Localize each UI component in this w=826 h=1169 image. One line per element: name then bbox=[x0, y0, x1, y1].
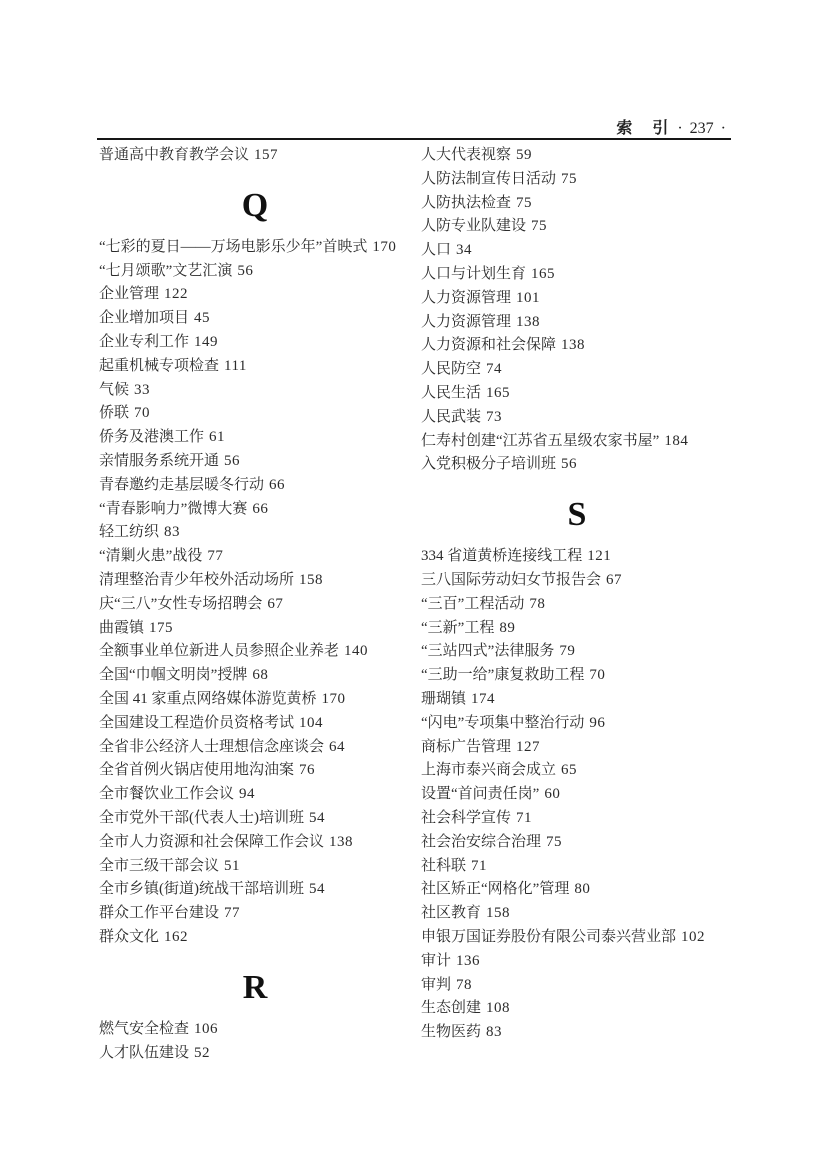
entry-term: 全国建设工程造价员资格考试 bbox=[99, 714, 295, 731]
entry-page-number: 89 bbox=[499, 619, 516, 636]
entry-page-number: 73 bbox=[486, 408, 503, 425]
entry-page-number: 54 bbox=[309, 881, 325, 898]
entry-term: 生物医药 bbox=[421, 1024, 482, 1041]
entry-term: 人力资源管理 bbox=[421, 313, 512, 330]
entry-page-number: 158 bbox=[486, 905, 511, 922]
index-entry bbox=[99, 759, 411, 783]
entry-page-number: 78 bbox=[456, 976, 473, 993]
entry-page-number: 158 bbox=[299, 571, 324, 588]
index-entry bbox=[99, 1042, 411, 1066]
entry-page-number: 138 bbox=[516, 313, 541, 330]
entry-term: 轻工纺织 bbox=[99, 524, 160, 541]
entry-page-number: 79 bbox=[559, 643, 576, 660]
entry-term: 设置“首问责任岗” bbox=[421, 786, 540, 803]
entry-page-number: 59 bbox=[516, 147, 533, 163]
index-entry bbox=[421, 311, 733, 335]
entry-term: 全额事业单位新进人员参照企业养老 bbox=[99, 643, 340, 660]
entry-term: 群众工作平台建设 bbox=[99, 905, 220, 922]
entry-page-number: 94 bbox=[239, 786, 256, 803]
entry-page-number: 70 bbox=[589, 667, 606, 684]
entry-term: “七彩的夏日——万场电影乐少年”首映式 bbox=[99, 238, 368, 255]
entry-page-number: 56 bbox=[237, 262, 254, 279]
entry-term: “青春影响力”微博大赛 bbox=[99, 500, 248, 517]
index-entry bbox=[421, 192, 733, 216]
index-entry bbox=[421, 736, 733, 760]
entry-page-number: 67 bbox=[267, 595, 284, 612]
index-entry bbox=[421, 664, 733, 688]
entry-page-number: 64 bbox=[329, 738, 346, 755]
index-entry bbox=[421, 358, 733, 382]
entry-page-number: 170 bbox=[321, 690, 346, 707]
index-entry bbox=[99, 902, 411, 926]
entry-page-number: 170 bbox=[372, 238, 397, 255]
entry-term: 仁寿村创建“江苏省五星级农家书屋” bbox=[421, 432, 660, 449]
entry-page-number: 75 bbox=[531, 218, 548, 235]
index-entry bbox=[99, 736, 411, 760]
entry-term: 清理整治青少年校外活动场所 bbox=[99, 571, 295, 588]
index-entry bbox=[99, 521, 411, 545]
index-entry bbox=[421, 974, 733, 998]
entry-page-number: 34 bbox=[456, 242, 473, 259]
entry-term: 入党积极分子培训班 bbox=[421, 456, 557, 473]
entry-page-number: 138 bbox=[329, 833, 354, 850]
entry-page-number: 75 bbox=[546, 833, 563, 850]
index-entry bbox=[99, 831, 411, 855]
entry-term: 人力资源管理 bbox=[421, 289, 512, 306]
index-entry bbox=[99, 712, 411, 736]
index-entry bbox=[421, 430, 733, 454]
entry-term: 人防专业队建设 bbox=[421, 218, 527, 235]
entry-term: 青春邀约走基层暖冬行动 bbox=[99, 476, 265, 493]
index-entry bbox=[421, 144, 733, 168]
entry-term: 人民防空 bbox=[421, 361, 482, 378]
entry-term: 全市党外干部(代表人士)培训班 bbox=[99, 809, 304, 826]
index-entry bbox=[99, 498, 411, 522]
index-entry bbox=[421, 926, 733, 950]
index-entry bbox=[421, 759, 733, 783]
index-entry bbox=[421, 168, 733, 192]
entry-page-number: 70 bbox=[134, 405, 151, 422]
index-entry bbox=[421, 617, 733, 641]
index-entry bbox=[99, 617, 411, 641]
index-entry bbox=[99, 144, 411, 168]
entry-term: 上海市泰兴商会成立 bbox=[421, 762, 557, 779]
entry-page-number: 60 bbox=[544, 786, 561, 803]
entry-term: 全国“巾帼文明岗”授牌 bbox=[99, 667, 248, 684]
entry-term: 全省非公经济人士理想信念座谈会 bbox=[99, 738, 325, 755]
entry-term: “清剿火患”战役 bbox=[99, 548, 203, 565]
entry-term: 商标广告管理 bbox=[421, 738, 512, 755]
index-entry bbox=[421, 688, 733, 712]
entry-page-number: 76 bbox=[299, 762, 316, 779]
index-column-right bbox=[421, 144, 733, 1045]
entry-page-number: 56 bbox=[224, 452, 241, 469]
entry-page-number: 65 bbox=[561, 762, 578, 779]
entry-term: 社科联 bbox=[421, 857, 467, 874]
entry-page-number: 138 bbox=[561, 337, 586, 354]
entry-term: 全市乡镇(街道)统战干部培训班 bbox=[99, 881, 304, 898]
entry-page-number: 68 bbox=[252, 667, 269, 684]
entry-term: 珊瑚镇 bbox=[421, 690, 467, 707]
index-entry bbox=[99, 426, 411, 450]
entry-page-number: 162 bbox=[164, 928, 189, 945]
entry-page-number: 122 bbox=[164, 286, 189, 303]
index-entry bbox=[99, 236, 411, 260]
index-entry bbox=[421, 334, 733, 358]
entry-page-number: 74 bbox=[486, 361, 503, 378]
index-entry bbox=[421, 569, 733, 593]
index-entry bbox=[421, 382, 733, 406]
entry-term: 审判 bbox=[421, 976, 452, 993]
entry-term: 334 省道黄桥连接线工程 bbox=[421, 548, 583, 565]
entry-term: 人口与计划生育 bbox=[421, 265, 527, 282]
running-head-page-number: 237 bbox=[689, 120, 714, 137]
index-entry bbox=[99, 593, 411, 617]
index-entry bbox=[421, 855, 733, 879]
entry-term: 三八国际劳动妇女节报告会 bbox=[421, 571, 602, 588]
entry-term: 社会科学宣传 bbox=[421, 809, 512, 826]
entry-term: 人防法制宣传日活动 bbox=[421, 170, 557, 187]
entry-page-number: 77 bbox=[224, 905, 241, 922]
index-entry bbox=[421, 807, 733, 831]
index-entry bbox=[99, 640, 411, 664]
entry-page-number: 102 bbox=[681, 928, 706, 945]
entry-term: 企业增加项目 bbox=[99, 310, 190, 327]
entry-term: 侨务及港澳工作 bbox=[99, 429, 205, 446]
entry-term: 社区矫正“网格化”管理 bbox=[421, 881, 570, 898]
index-entry bbox=[421, 263, 733, 287]
entry-page-number: 157 bbox=[254, 147, 279, 163]
entry-page-number: 67 bbox=[606, 571, 623, 588]
entry-term: 人口 bbox=[421, 242, 452, 259]
entry-term: 庆“三八”女性专场招聘会 bbox=[99, 595, 263, 612]
entry-page-number: 184 bbox=[664, 432, 689, 449]
index-entry bbox=[421, 453, 733, 477]
entry-page-number: 165 bbox=[486, 384, 511, 401]
entry-page-number: 56 bbox=[561, 456, 578, 473]
entry-term: 企业管理 bbox=[99, 286, 160, 303]
index-entry bbox=[99, 355, 411, 379]
entry-term: 侨联 bbox=[99, 405, 130, 422]
running-head-title: 索 引 bbox=[616, 120, 671, 137]
index-entry bbox=[421, 712, 733, 736]
index-entry bbox=[99, 402, 411, 426]
index-entry bbox=[99, 878, 411, 902]
entry-term: 燃气安全检查 bbox=[99, 1020, 190, 1037]
index-entry bbox=[99, 260, 411, 284]
index-entry bbox=[99, 450, 411, 474]
entry-page-number: 140 bbox=[344, 643, 369, 660]
entry-term: 企业专利工作 bbox=[99, 333, 190, 350]
index-entry bbox=[421, 902, 733, 926]
entry-term: 全市人力资源和社会保障工作会议 bbox=[99, 833, 325, 850]
entry-term: 起重机械专项检查 bbox=[99, 357, 220, 374]
entry-term: “闪电”专项集中整治行动 bbox=[421, 714, 585, 731]
entry-term: 人力资源和社会保障 bbox=[421, 337, 557, 354]
index-entry bbox=[99, 379, 411, 403]
entry-term: 社区教育 bbox=[421, 905, 482, 922]
entry-page-number: 106 bbox=[194, 1020, 219, 1037]
index-entry bbox=[99, 664, 411, 688]
index-entry bbox=[99, 569, 411, 593]
entry-term: 人防执法检查 bbox=[421, 194, 512, 211]
index-entry bbox=[421, 878, 733, 902]
index-entry bbox=[99, 474, 411, 498]
entry-page-number: 77 bbox=[207, 548, 224, 565]
section-letter-r: R bbox=[242, 968, 268, 1006]
entry-term: 曲霞镇 bbox=[99, 619, 145, 636]
index-entry bbox=[421, 545, 733, 569]
entry-term: “七月颂歌”文艺汇演 bbox=[99, 262, 233, 279]
index-entry bbox=[99, 331, 411, 355]
index-column-left bbox=[99, 144, 411, 1065]
index-entry bbox=[421, 831, 733, 855]
entry-term: 亲情服务系统开通 bbox=[99, 452, 220, 469]
entry-page-number: 101 bbox=[516, 289, 541, 306]
entry-page-number: 127 bbox=[516, 738, 541, 755]
entry-page-number: 52 bbox=[194, 1044, 211, 1061]
entry-term: 全省首例火锅店使用地沟油案 bbox=[99, 762, 295, 779]
index-entry bbox=[99, 926, 411, 950]
entry-page-number: 66 bbox=[269, 476, 286, 493]
index-entry bbox=[99, 545, 411, 569]
entry-term: 全国 41 家重点网络媒体游览黄桥 bbox=[99, 690, 317, 707]
entry-page-number: 96 bbox=[589, 714, 606, 731]
entry-page-number: 175 bbox=[149, 619, 174, 636]
entry-page-number: 71 bbox=[471, 857, 488, 874]
entry-term: 气候 bbox=[99, 381, 130, 398]
entry-page-number: 33 bbox=[134, 381, 151, 398]
index-entry bbox=[421, 783, 733, 807]
section-letter-s: S bbox=[567, 496, 587, 534]
index-entry bbox=[99, 855, 411, 879]
entry-term: 群众文化 bbox=[99, 928, 160, 945]
entry-page-number: 83 bbox=[486, 1024, 503, 1041]
entry-term: “三助一给”康复救助工程 bbox=[421, 667, 585, 684]
separator-dot: · bbox=[720, 120, 726, 137]
entry-term: 全市三级干部会议 bbox=[99, 857, 220, 874]
index-entry bbox=[421, 950, 733, 974]
entry-term: 人大代表视察 bbox=[421, 147, 512, 163]
separator-dot: · bbox=[677, 120, 683, 137]
entry-page-number: 165 bbox=[531, 265, 556, 282]
entry-page-number: 83 bbox=[164, 524, 181, 541]
header-rule bbox=[97, 138, 731, 140]
entry-page-number: 136 bbox=[456, 952, 481, 969]
entry-page-number: 75 bbox=[516, 194, 533, 211]
entry-page-number: 75 bbox=[561, 170, 578, 187]
index-entry bbox=[421, 997, 733, 1021]
entry-term: 审计 bbox=[421, 952, 452, 969]
entry-term: 生态创建 bbox=[421, 1000, 482, 1017]
entry-page-number: 174 bbox=[471, 690, 496, 707]
entry-page-number: 61 bbox=[209, 429, 226, 446]
entry-term: 申银万国证券股份有限公司泰兴营业部 bbox=[421, 928, 677, 945]
entry-page-number: 51 bbox=[224, 857, 241, 874]
index-entry bbox=[99, 807, 411, 831]
entry-page-number: 121 bbox=[587, 548, 612, 565]
entry-term: 全市餐饮业工作会议 bbox=[99, 786, 235, 803]
index-entry bbox=[421, 1021, 733, 1045]
entry-page-number: 80 bbox=[574, 881, 591, 898]
entry-page-number: 45 bbox=[194, 310, 211, 327]
index-entry bbox=[99, 1018, 411, 1042]
index-entry bbox=[421, 239, 733, 263]
index-entry bbox=[421, 593, 733, 617]
index-entry bbox=[99, 783, 411, 807]
entry-page-number: 108 bbox=[486, 1000, 511, 1017]
entry-term: 人民生活 bbox=[421, 384, 482, 401]
index-entry bbox=[421, 640, 733, 664]
index-entry bbox=[421, 287, 733, 311]
index-entry bbox=[99, 307, 411, 331]
entry-term: 人民武装 bbox=[421, 408, 482, 425]
entry-page-number: 149 bbox=[194, 333, 219, 350]
entry-page-number: 66 bbox=[252, 500, 269, 517]
entry-page-number: 111 bbox=[224, 357, 247, 374]
entry-term: 社会治安综合治理 bbox=[421, 833, 542, 850]
entry-page-number: 104 bbox=[299, 714, 324, 731]
entry-page-number: 54 bbox=[309, 809, 325, 826]
entry-term: “三站四式”法律服务 bbox=[421, 643, 555, 660]
index-entry bbox=[99, 688, 411, 712]
entry-page-number: 71 bbox=[516, 809, 533, 826]
index-entry bbox=[99, 283, 411, 307]
index-entry bbox=[421, 215, 733, 239]
section-letter-q: Q bbox=[241, 186, 269, 224]
entry-term: “三新”工程 bbox=[421, 619, 495, 636]
running-head bbox=[616, 115, 733, 138]
entry-term: 普通高中教育教学会议 bbox=[99, 147, 250, 163]
entry-page-number: 78 bbox=[529, 595, 546, 612]
entry-term: 人才队伍建设 bbox=[99, 1044, 190, 1061]
index-entry bbox=[421, 406, 733, 430]
entry-term: “三百”工程活动 bbox=[421, 595, 525, 612]
